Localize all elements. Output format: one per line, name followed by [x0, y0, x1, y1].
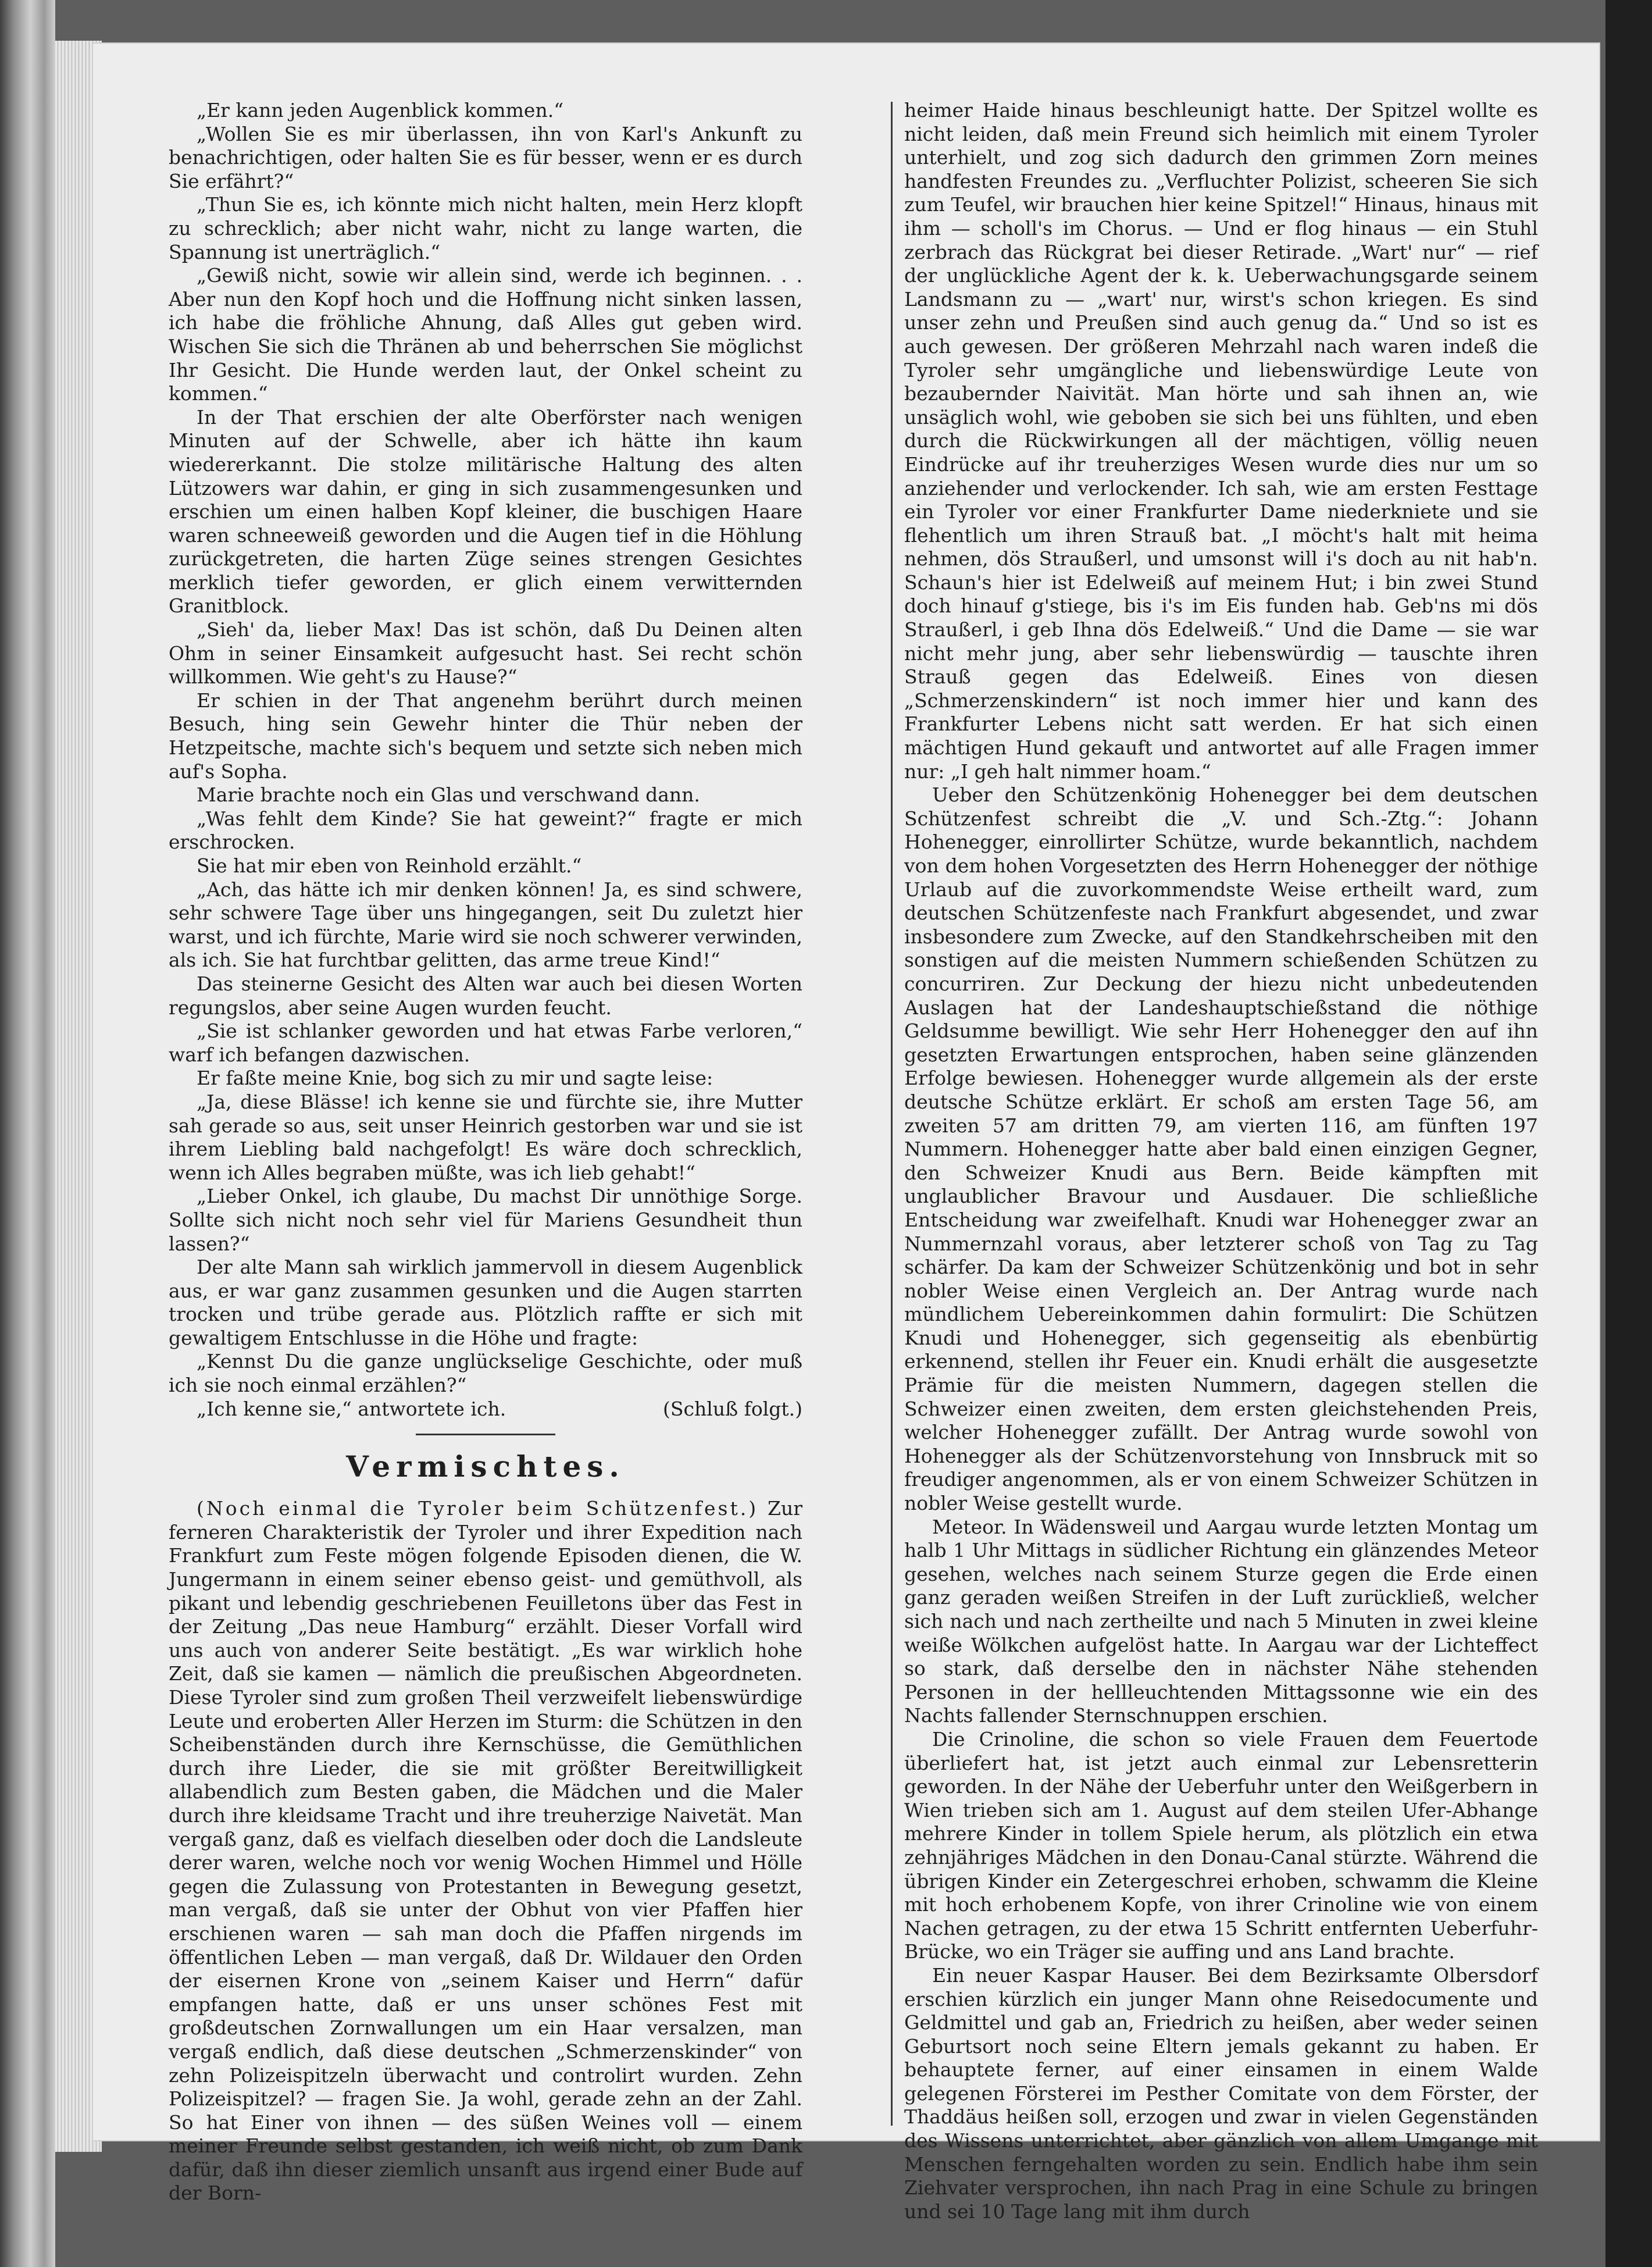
column-divider — [891, 102, 893, 2126]
paragraph: „Sieh' da, lieber Max! Das ist schön, daß Du Deinen alten Ohm in seiner Einsamkeit aufgesucht hast. Sei recht schön willkommen. Wie geht's zu Hause?“ — [169, 618, 802, 689]
paragraph: Die Crinoline, die schon so viele Frauen dem Feuertode überliefert hat, ist jetzt auch einmal zur Lebensretterin geworden. In der Nähe der Ueberfuhr unter den Weißgerbern in Wien trieben sich am 1. August auf dem steilen Ufer-Abhange mehrere Kinder in tollem Spiele herum, als plötzlich ein etwa zehnjähriges Mädchen in den Donau-Canal stürzte. Während die übrigen Kinder ein Zetergeschrei erhoben, schwamm die Kleine mit hoch erhobenem Kopfe, von ihrer Crinoline wie von einem Nachen getragen, zu der etwa 15 Schritt entfernten Ueberfuhr-Brücke, wo ein Träger sie auffing und ans Land brachte. — [904, 1727, 1538, 1963]
paragraph: Das steinerne Gesicht des Alten war auch bei diesen Worten regungslos, aber seine Augen wurden feucht. — [169, 972, 802, 1019]
paragraph: „Er kann jeden Augenblick kommen.“ — [197, 99, 564, 122]
misc-paragraph — [169, 1497, 802, 2205]
paragraph: Marie brachte noch ein Glas und verschwand dann. — [197, 783, 700, 807]
story-end-line — [169, 1398, 802, 1421]
paragraph: Meteor. In Wädensweil und Aargau wurde letzten Montag um halb 1 Uhr Mittags in südlicher Richtung ein glänzendes Meteor gesehen, welches nach seinem Sturze gegen die Erde einen ganz geraden weißen Streifen in der Luft zurückließ, welcher sich nach und nach zertheilte und nach 5 Minuten in zwei kleine weiße Wölkchen aufgelöst hatte. In Aargau war der Lichteffect so stark, daß derselbe den in nächster Nähe stehenden Personen in der hellleuchtenden Mittagssonne wie ein des Nachts fallender Sternschnuppen erschien. — [904, 1515, 1538, 1727]
book-spine-edge — [0, 0, 55, 2267]
paragraph: „Sie ist schlanker geworden und hat etwas Farbe verloren,“ warf ich befangen dazwischen. — [169, 1020, 802, 1066]
left-column — [169, 99, 802, 2205]
paragraph: „Ja, diese Blässe! ich kenne sie und fürchte sie, ihre Mutter sah gerade so aus, seit unser Heinrich gestorben war und sie ist ihrem Liebling bald nachgefolgt! Es wäre doch schrecklich, wenn ich Alles begraben müßte, was ich lieb gehabt!“ — [169, 1090, 802, 1184]
paragraph: „Ach, das hätte ich mir denken können! Ja, es sind schwere, sehr schwere Tage über uns hingegangen, seit Du zuletzt hier warst, und ich fürchte, Marie wird sie noch schwerer verwinden, als ich. Sie hat furchtbar gelitten, das arme treue Kind!“ — [169, 878, 802, 972]
paragraph: Er faßte meine Knie, bog sich zu mir und sagte leise: — [197, 1067, 713, 1090]
closing-quote: „Ich kenne sie,“ antwortete ich. — [197, 1397, 506, 1420]
paragraph: „Wollen Sie es mir überlassen, ihn von Karl's Ankunft zu benachrichtigen, oder halten Sie es für besser, wenn er es durch Sie erfährt?“ — [169, 122, 802, 193]
paragraph: „Thun Sie es, ich könnte mich nicht halten, mein Herz klopft zu schrecklich; aber nicht wahr, nicht zu lange warten, die Spannung ist unerträglich.“ — [169, 193, 802, 263]
misc-text: Zur ferneren Charakteristik der Tyroler und ihrer Expedition nach Frankfurt zum Feste mögen folgende Episoden dienen, die W. Jungermann in einem seiner ebenso geist- und gemüthvoll, als pikant und lebendig geschriebenen Feuilletons über das Fest in der Zeitung „Das neue Hamburg“ erzählt. Dieser Vorfall wird uns auch von anderer Seite bestätigt. „Es war wirklich hohe Zeit, daß sie kamen — nämlich die preußischen Abgeordneten. Diese Tyroler sind zum großen Theil verzweifelt liebenswürdige Leute und eroberten Aller Herzen im Sturm: die Schützen in den Scheibenständen durch ihre Kernschüsse, die Gemüthlichen durch ihre Lieder, die sie mit größter Bereitwilligkeit allabendlich zum Besten gaben, die Mädchen und die Maler durch ihre kleidsame Tracht und ihre treuherzige Naivetät. Man vergaß ganz, daß es vielfach dieselben oder doch die Landsleute derer waren, welche noch vor wenig Wochen Himmel und Hölle gegen die Zulassung von Protestanten in Bewegung gesetzt, man vergaß, daß sie unter der Obhut von vier Pfaffen hier erschienen waren — sah man doch die Pfaffen nirgends im öffentlichen Leben — man vergaß, daß Dr. Wildauer den Orden der eisernen Krone von „seinem Kaiser und Herrn“ dafür empfangen hatte, daß er uns unser schönes Fest mit großdeutschen Zornwallungen um ein Haar versalzen, man vergaß endlich, daß diese deutschen „Schmerzenskinder“ von zehn Polizeispitzeln überwacht und controlirt wurden. Zehn Polizeispitzel? — fragen Sie. Ja wohl, gerade zehn an der Zahl. So hat Einer von ihnen — des süßen Weines voll — einem meiner Freunde selbst gestanden, ich weiß nicht, ob zum Dank dafür, daß ihn dieser ziemlich unsanft aus irgend einer Bude auf der Born- — [169, 1497, 802, 2205]
paragraph: „Gewiß nicht, sowie wir allein sind, werde ich beginnen. . . Aber nun den Kopf hoch und die Hoffnung nicht sinken lassen, ich habe die fröhliche Ahnung, daß Alles gut geben wird. Wischen Sie sich die Thränen ab und beherrschen Sie möglichst Ihr Gesicht. Die Hunde werden laut, der Onkel scheint zu kommen.“ — [169, 264, 802, 405]
paragraph: Ueber den Schützenkönig Hohenegger bei dem deutschen Schützenfest schreibt die „V. und Sch.-Ztg.“: Johann Hohenegger, einrollirter Schütze, wurde bekanntlich, nachdem von dem hohen Vorgesetzten des Herrn Hohenegger der nöthige Urlaub auf die zuvorkommendste Weise ertheilt ward, zum deutschen Schützenfeste nach Frankfurt abgesendet, und zwar insbesondere zum Zwecke, auf den Standkehrscheiben mit den sonstigen auf die meisten Nummern schießenden Schützen zu concurriren. Zur Deckung der hiezu nicht unbedeutenden Auslagen hat der Landeshauptschießstand die nöthige Geldsumme bewilligt. Wie sehr Herr Hohenegger den auf ihn gesetzten Erwartungen entsprochen, haben seine glänzenden Erfolge bewiesen. Hohenegger wurde allgemein als der erste deutsche Schütze erklärt. Er schoß am ersten Tage 56, am zweiten 57 am dritten 79, am vierten 116, am fünften 197 Nummern. Hohenegger hatte aber bald einen einzigen Gegner, den Schweizer Knudi aus Bern. Beide kämpften mit unglaublicher Bravour und Ausdauer. Die schließliche Entscheidung war zweifelhaft. Knudi war Hohenegger zwar an Nummernzahl voraus, aber letzterer schoß von Tag zu Tag schärfer. Da kam der Schweizer Schützenkönig und bot in sehr nobler Weise einen Vergleich an. Der Antrag wurde nach mündlichem Uebereinkommen dahin formulirt: Die Schützen Knudi und Hohenegger, sich gegenseitig als ebenbürtig erkennend, stellen ihr Feuer ein. Knudi erhält die ausgesetzte Prämie für die meisten Nummern, dagegen stellen die Schweizer einen zweiten, dem ersten gleichstehenden Preis, welcher Hohenegger zufällt. Der Antrag wurde sowohl von Hohenegger als der Schützenvorstehung von Innsbruck mit so freudiger angenommen, als er von einem Schweizer Schützen in nobler Weise gestellt wurde. — [904, 783, 1538, 1515]
section-title: Vermischtes. — [346, 1449, 625, 1484]
newspaper-page — [93, 44, 1599, 2223]
paragraph: In der That erschien der alte Oberförster nach wenigen Minuten auf der Schwelle, aber ich hätte ihn kaum wiedererkannt. Die stolze militärische Haltung des alten Lützowers war dahin, er ging in sich zusammengesunken und erschien um einen halben Kopf kleiner, die buschigen Haare waren schneeweiß geworden und die Augen tief in die Höhlung zurückgetreten, die harten Züge seines strengen Gesichtes merklich tiefer geworden, er glich einem verwitternden Granitblock. — [169, 405, 802, 618]
paragraph: Ein neuer Kaspar Hauser. Bei dem Bezirksamte Olbersdorf erschien kürzlich ein junger Mann ohne Reisedocumente und Geldmittel und gab an, Friedrich zu heißen, aber weder seinen Geburtsort noch seine Eltern jemals gekannt zu haben. Er behauptete ferner, auf einer einsamen in einem Walde gelegenen Försterei im Pesther Comitate von dem Förster, der Thaddäus heißen soll, erzogen und zwar in vielen Gegenständen des Wissens unterrichtet, aber gänzlich von allem Umgange mit Menschen ferngehalten worden zu sein. Endlich habe ihm sein Ziehvater versprochen, ihn nach Prag in eine Schule zu bringen und sei 10 Tage lang mit ihm durch — [904, 1963, 1538, 2223]
paragraph: „Kennst Du die ganze unglückselige Geschichte, oder muß ich sie noch einmal erzählen?“ — [169, 1350, 802, 1397]
continued-note: (Schluß folgt.) — [663, 1397, 802, 1420]
paragraph: Der alte Mann sah wirklich jammervoll in diesem Augenblick aus, er war ganz zusammen gesunken und die Augen starrten trocken und trübe gerade aus. Plötzlich raffte er sich mit gewaltigem Entschlusse in die Höhe und fragte: — [169, 1256, 802, 1349]
scan-background-right — [1605, 0, 1652, 2267]
right-column — [904, 99, 1538, 2223]
paragraph: „Was fehlt dem Kinde? Sie hat geweint?“ fragte er mich erschrocken. — [169, 807, 802, 854]
paragraph: Sie hat mir eben von Reinhold erzählt.“ — [197, 854, 582, 877]
section-separator — [416, 1434, 555, 1435]
misc-lead: (Noch einmal die Tyroler beim Schützenfest.) — [197, 1497, 759, 1520]
paragraph: Er schien in der That angenehm berührt durch meinen Besuch, hing sein Gewehr hinter die Thür neben der Hetzpeitsche, machte sich's bequem und setzte sich neben mich auf's Sopha. — [169, 689, 802, 783]
paragraph: „Lieber Onkel, ich glaube, Du machst Dir unnöthige Sorge. Sollte sich nicht noch sehr viel für Mariens Gesundheit thun lassen?“ — [169, 1185, 802, 1255]
paragraph: heimer Haide hinaus beschleunigt hatte. Der Spitzel wollte es nicht leiden, daß mein Freund sich heimlich mit einem Tyroler unterhielt, und zog sich dadurch den grimmen Zorn meines handfesten Freundes zu. „Verfluchter Polizist, scheeren Sie sich zum Teufel, wir brauchen hier keine Spitzel!“ Hinaus, hinaus mit ihm — scholl's im Chorus. — Und er flog hinaus — ein Stuhl zerbrach das Rückgrat bei dieser Retirade. „Wart' nur“ — rief der unglückliche Agent der k. k. Ueberwachungsgarde seinem Landsmann zu — „wart' nur, wirst's schon kriegen. Es sind unser zehn und Preußen sind auch genug da.“ Und so ist es auch gewesen. Der größeren Mehrzahl nach waren indeß die Tyroler sehr umgängliche und liebenswürdige Leute von bezaubernder Naivität. Man hörte und sah ihnen an, wie unsäglich wohl, wie geboben sie sich bei uns fühlten, und eben durch die Rückwirkungen all der mächtigen, völlig neuen Eindrücke auf ihr treuherziges Wesen wurde dies nur um so anziehender und verlockender. Ich sah, wie am ersten Festtage ein Tyroler vor einer Frankfurter Dame niederkniete und sie flehentlich um ihren Strauß bat. „I möcht's halt mit heima nehmen, dös Straußerl, und umsonst will i's doch au nit hab'n. Schaun's hier ist Edelweiß auf meinem Hut; i bin zwei Stund doch hinauf g'stiege, bis i's im Eis funden hab. Geb'ns mi dös Straußerl, i geb Ihna dös Edelweiß.“ Und die Dame — sie war nicht mehr jung, aber sehr liebenswürdig — tauschte ihren Strauß gegen das Edelweiß. Eines von diesen „Schmerzenskindern“ ist noch immer hier und kann des Frankfurter Lebens nicht satt werden. Er hat sich einen mächtigen Hund gekauft und antwortet auf alle Fragen immer nur: „I geh halt nimmer hoam.“ — [904, 99, 1538, 783]
